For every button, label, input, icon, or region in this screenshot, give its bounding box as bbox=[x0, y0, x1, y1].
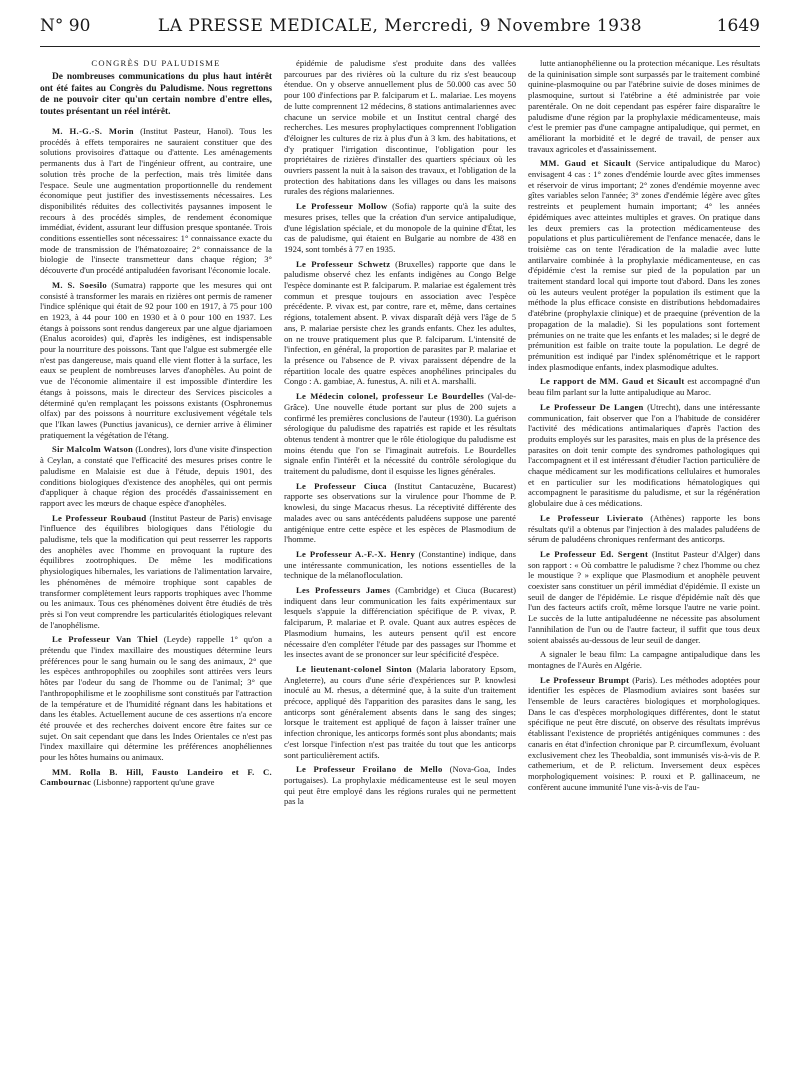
author-name: MM. Rolla B. Hill, Fausto Landeiro et F. C. Cambournac bbox=[40, 766, 272, 788]
author-name: Le Professeur Ciuca bbox=[296, 480, 387, 491]
page-header bbox=[40, 14, 760, 47]
article-paragraph bbox=[284, 664, 516, 760]
article-paragraph bbox=[284, 549, 516, 581]
paragraph-text: (Sofia) rapporte qu'à la suite des mesures prises, telles que la création d'un service antipaludique, d'une législation spéciale, et du monopole de la quinine d'État, les cas de paludisme, qui étaient en Bulgarie au nombre de 438 en 1924, sont tombés à 77 en 1935. bbox=[284, 201, 516, 254]
paragraph-text: A signaler le beau film: La campagne antipaludique dans les montagnes de l'Aurès en Algérie. bbox=[528, 649, 760, 670]
author-name: Le lieutenant-colonel Sinton bbox=[296, 663, 412, 674]
article-paragraph bbox=[40, 767, 272, 788]
author-name: Le Professeur De Langen bbox=[540, 401, 644, 412]
paragraph-text: (Institut Cantacuzène, Bucarest) rapporte ses observations sur la virulence pour l'homme de P. knowlesi, du singe Macacus rhesus. La réceptivité différente des malades avec ou sans antécédents paludéens suppose une parenté antigénique entre cette espèce et les espèces de Plasmodium de l'homme. bbox=[284, 480, 516, 545]
author-name: Le Professeur Schwetz bbox=[296, 258, 391, 269]
article-paragraph bbox=[528, 158, 760, 372]
paragraph-text: (Paris). Les méthodes adoptées pour identifier les espèces de Plasmodium aviaires sont basées sur l'ensemble de leurs caractères biologiques et morphologiques. Dans le cas d'espèces morphologiques différentes, dont le statut spécifique ne peut être discuté, on observe des résultats imprévus établissant l'existence de propriétés antigéniques communes : des canaris en état d'infection chronique par P. circumflexum, évoluant exclusivement chez les Theobaldia, sont immunisés vis-à-vis de P. cathemerium, et de P. relictum. Inversement deux espèces morphologiquement voisines: P. rouxi et P. gallinaceum, ne confèrent aucune immunité l'une vis-à-vis de l'au- bbox=[528, 674, 760, 792]
article-paragraph bbox=[284, 58, 516, 197]
article-paragraph bbox=[528, 675, 760, 793]
article-paragraph bbox=[40, 126, 272, 276]
article-paragraph bbox=[528, 58, 760, 154]
column-3 bbox=[528, 58, 760, 1068]
paragraph-text: (Athènes) rapporte les bons résultats qu'il a obtenus par l'injection à des malades paludéens de sérum de paludéens chroniques renfermant des anticorps. bbox=[528, 512, 760, 545]
author-name: Le Professeur Mollow bbox=[296, 201, 388, 212]
paragraph-text: (Londres), lors d'une visite d'inspection à Ceylan, a constaté que l'efficacité des mesures prises contre le paludisme en Malaisie est due à l'étude, depuis 1901, des conditions biologiques d'existence des anophèles, qui ont permis d'appliquer à chaque région des procédés d'assainissement en rapport avec les mœurs de chaque espèce d'anophèles. bbox=[40, 444, 272, 508]
paragraph-text: est accompagné d'un beau film parlant sur la lutte antipaludique au Maroc. bbox=[528, 376, 760, 398]
paragraph-text: (Utrecht), dans une intéressante communication, fait observer que l'on a l'habitude de considérer l'activité des médications antimalariques d'après l'action des produits employés sur les parasites, mais en plus de la présence des parasites on doit tenir compte des syndromes pathologiques qui l'accompagnent et il est intéressant d'étudier l'action particulière de chaque médicament sur les modifications cellulaires et humorales et en particulier sur les modifications hématologiques qui accompagnent le parasitisme du paludisme, et sur la régénération globulaire due à ces médications. bbox=[528, 401, 760, 509]
author-name: Le Professeur Livierato bbox=[540, 512, 644, 523]
issue-number: N° 90 bbox=[40, 16, 91, 36]
article-paragraph bbox=[40, 280, 272, 441]
article-paragraph bbox=[528, 376, 760, 397]
author-name: Sir Malcolm Watson bbox=[52, 444, 134, 455]
article-paragraph bbox=[528, 649, 760, 670]
author-name: Les Professeurs James bbox=[296, 585, 391, 596]
author-name: Le Professeur Froilano de Mello bbox=[296, 764, 443, 775]
article-paragraph bbox=[40, 634, 272, 762]
column-1 bbox=[40, 58, 272, 1068]
author-name: Le Professeur Ed. Sergent bbox=[540, 548, 649, 559]
article-paragraph bbox=[528, 513, 760, 545]
author-name: M. H.-G.-S. Morin bbox=[52, 126, 134, 136]
paragraph-text: (Cambridge) et Ciuca (Bucarest) indiquent dans leur communication les faits expérimentaux sur lesquels s'appuie la différenciation spécifique de P. vivax, P. falciparum, P. malariae et P. ovale. Quant aux autres espèces de Plasmodium humains, les auteurs pensent qu'il est encore nécessaire d'en compléter l'étude par des passages sur l'homme et les insectes avant de se prononcer sur leur spécificité d'espèce. bbox=[284, 585, 516, 660]
paragraph-text: épidémie de paludisme s'est produite dans des vallées parcourues par des rivières où la culture du riz s'est beaucoup étendue. On y observe annuellement plus de 50.000 cas avec 50 pour 100 d'infections par P. falciparum et L. malariae. Les moyens de lutte comprennent 12 médecins, 8 stations antimalariennes avec chacune un service mobile et un Institut central chargé des recherches. Les mesures prophylactiques comprennent l'obligation d'éloigner les cultures de riz à plus d'un à 3 km. des habitations, et d'y pratiquer l'irrigation discontinue, l'obligation pour les propriétaires de rizières d'installer des quartiers spéciaux où les ouvriers passent la nuit à la saison des travaux, et l'obligation de la protection des habitations dans les villages ou dans les maisons rurales des régions malariennes. bbox=[284, 58, 516, 197]
paragraph-text: (Val-de-Grâce). Une nouvelle étude portant sur plus de 200 sujets a confirmé les premières conclusions de l'auteur (1930). La guérison sérologique du paludisme des rapatriés est rapide et les résultats obtenus tendent à montrer que le rôle étiologique du paludisme est moins étendu que l'on se l'imaginait autrefois. Le Bourdelles signale enfin l'intérêt et la nécessité du contrôle sérologique du traitement du paludisme, dont il esquisse les lignes générales. bbox=[284, 391, 516, 477]
paragraph-text: (Bruxelles) rapporte que dans le paludisme observé chez les enfants indigènes au Congo Belge l'espèce dominante est P. falciparum. P. malariae est également très commun et presque toujours en association avec l'espèce précédente. P. vivax est, par contre, rare et, même, dans certaines régions, totalement absent. P. vivax disparaît déjà vers l'âge de 5 ans, P. malariae persiste chez les grands enfants. Chez les adultes, on ne trouve pratiquement plus que P. falciparum. L'intensité de l'infection, en général, la proportion de parasites par P. malariae et la présence ou l'absence de P. vivax paraissent dépendre de la répartition locale des quatre espèces anophélines principales du Congo : A. gambiae, A. funestus, A. nili et A. marshalli. bbox=[284, 258, 516, 387]
paragraph-text: (Service antipaludique du Maroc) envisagent 4 cas : 1° zones d'endémie lourde avec gîtes immenses et réservoir de virus important; 2° zones d'endémie moyenne avec gîtes variables selon l'année; 3° zones d'endémie légère avec gîtes restreints et peuplement humain important; 4° les années épidémiques avec atteintes multiples et graves. On pratique dans les deux premiers cas la protection médicamenteuse des populations et plus particulièrement de l'enfance menacée, dans le troisième cas on tente l'éradication de la maladie avec lutte antilarvaire combinée à la prophylaxie médicamenteuse, en cas d'épidémie c'est la remise sur pied de la population par un traitement standard local qui importe tout d'abord. Dans les zones où les auteurs veulent protéger la population ils estiment que la méthode la plus efficace consiste en distributions hebdomadaires d'atébrine (prophylaxie clinique) et de praequine (prévention de la propagation de la maladie). Si les populations sont fortement prémunies on ne traite que les enfants et les malades; si le degré de prémunition est faible on traite toute la population. Le degré de prémunition est indiqué par l'index splénométrique et le rapport index plasmodique enfants, index plasmodique adultes. bbox=[528, 158, 760, 372]
author-name: Le Médecin colonel, professeur Le Bourdelles bbox=[296, 391, 485, 402]
column-2 bbox=[284, 58, 516, 1068]
article-paragraph bbox=[284, 764, 516, 807]
paragraph-text: (Institut Pasteur d'Alger) dans son rapport : « Où combattre le paludisme ? chez l'homme ou chez le moustique ? » explique que Plasmodium et anophèle peuvent coexister sans constituer un péril immédiat d'épidémie. Il existe un seuil de danger de l'épidémie. Le risque d'épidémie naît dès que l'un des facteurs actifs croît, même lorsque l'autre ne varie point. Le succès de la lutte antipaludéenne ne nécessite pas absolument l'annihilation de l'un ou de l'autre facteur, il suffit que tous deux soient abaissés au-dessous de leur seuil de danger. bbox=[528, 548, 760, 645]
paragraph-text: (Institut Pasteur, Hanoï). Tous les procédés à effets temporaires ne sauraient constituer que des solutions provisoires d'attaque ou d'attente. Les aménagements permanents dus à l'art de l'ingénieur offrent, au contraire, une solution très proche de la perfection, mais très limitée dans l'espace. Seule une augmentation proportionnelle du rendement économique peut justifier des investissements nécessaires. Les disponibilités réduites des collectivités paysannes imposent le recours à des procédés simples, de rendement économique immédiat, évident, assurant leur diffusion presque spontanée. Trois conditions essentielles sont nécessaires: 1° connaissance exacte du mode de transmission de l'hématozoaire; 2° connaissance de la biologie de l'insecte transmetteur dans chaque région; 3° découverte d'un procédé antipaludéen favorisant l'économie locale. bbox=[40, 126, 272, 276]
author-name: Le Professeur Van Thiel bbox=[52, 634, 158, 645]
article-paragraph bbox=[40, 444, 272, 508]
page-number: 1649 bbox=[716, 16, 760, 36]
article-paragraph bbox=[528, 549, 760, 645]
author-name: Le Professeur A.-F.-X. Henry bbox=[296, 548, 416, 559]
paragraph-text: (Nova-Goa, Indes portugaises). La prophylaxie médicamenteuse est le seul moyen qui peut être employé dans les régions rurales qui ne permettent pas la bbox=[284, 764, 516, 807]
paragraph-text: (Constantine) indique, dans une intéressante communication, les notions essentielles de la technique de la mélanofloculation. bbox=[284, 548, 516, 581]
paragraph-text: (Institut Pasteur de Paris) envisage l'influence des équilibres biologiques dans l'étiologie du paludisme, tels que la modification qui peut resserrer les rapports des anophèles avec l'homme en provoquant la rupture des équilibres zootrophiques. De même les modifications physiologiques hibernales, les variations de l'alimentation larvaire, les phénomènes de mémoire trophique sont capables de transformer complètement leurs rapports trophiques avec l'homme ou les animaux. Tous ces phénomènes doivent être étudiés de très près si l'on veut comprendre les particularités étiologiques relevant de l'anophélisme. bbox=[40, 512, 272, 630]
author-name: Le Professeur Brumpt bbox=[540, 674, 630, 685]
article-paragraph bbox=[528, 402, 760, 509]
article-paragraph bbox=[284, 201, 516, 255]
journal-title: LA PRESSE MEDICALE, Mercredi, 9 Novembre 1938 bbox=[157, 16, 643, 36]
section-title: CONGRÈS DU PALUDISME bbox=[91, 58, 221, 68]
intro-paragraph: De nombreuses communications du plus haut intérêt ont été faites au Congrès du Paludisme. Nous regrettons de ne pouvoir citer qu'un certain nombre d'entre elles, toutes présentant un réel intérêt. bbox=[40, 72, 272, 117]
author-name: Le rapport de MM. Gaud et Sicault bbox=[540, 376, 685, 387]
author-name: M. S. Soesilo bbox=[52, 279, 107, 290]
article-paragraph bbox=[284, 585, 516, 660]
paragraph-text: (Sumatra) rapporte que les mesures qui ont consisté à transformer les marais en rizières ont permis de ramener l'indice splénique qui était de 92 pour 100 en 1917, à 75 pour 100 en 1923, à 44 pour 100 en 1930 et à 0 pour 100 en 1937. Les étangs à poissons sont rendus dangereux par une algue djariamoen (Enalus acoroides) qui, d'après les indigènes, est indispensable pour la nourriture des poissons. Tant que l'algue est submergée elle n'est pas dangereuse, mais quand elle vient flotter à la surface, les eaux se peuplent de nombreuses larves d'anophèles. Au point de vue de l'économie alimentaire il est impossible d'interdire les étangs à poissons, mais le directeur des Services piscicoles a déterminé qu'en remplaçant les poissons existants (Osphronemus olfax) par des poissons à nourriture exclusivement végétale tels que l'Ikan lawes (Punctius javanicus), ce dernier arrive à éliminer pratiquement la végétation de l'étang. bbox=[40, 279, 272, 440]
author-name: Le Professeur Roubaud bbox=[52, 512, 147, 523]
paragraph-text: (Leyde) rappelle 1° qu'on a prétendu que l'index maxillaire des moustiques détermine leurs préférences pour le sang humain ou le sang des animaux, 2° que les espèces anthropophiles ou zoophiles sont attirées vers leurs hôtes par l'odeur du sang de l'homme ou de l'animal; 3° que l'anthropophilisme et le zoophilisme sont constitués par l'attraction de la température et de l'humidité régnant dans les habitations et dans les étables. Actuellement aucune de ces assertions n'a encore été prouvée et des recherches doivent encore être faites sur ce sujet. On sait cependant que dans les Indes Orientales ce n'est pas l'index maxillaire qui détermine les préférences anophéliennes pour les hôtes humains ou animaux. bbox=[40, 634, 272, 763]
article-paragraph bbox=[284, 481, 516, 545]
article-paragraph bbox=[40, 513, 272, 631]
paragraph-text: lutte antianophélienne ou la protection mécanique. Les résultats de la quininisation simple sont surpassés par le traitement combiné quinine-plasmoquine ou par l'atébrine suivie de doses minimes de plasmoquine, surtout si l'atébrine a été administrée par voie parentérale. On ne doit cependant pas espérer faire disparaître le paludisme d'une région par la prophylaxie médicamenteuse, mais c'est le premier pas d'une campagne antipaludique, qui permet, en améliorant la morbidité et le degré de travail, de penser aux travaux agricoles et d'assainissement. bbox=[528, 58, 760, 154]
author-name: MM. Gaud et Sicault bbox=[540, 158, 632, 169]
paragraph-text: (Malaria laboratory Epsom, Angleterre), au cours d'une série d'expériences sur P. knowlesi inoculé au M. rhesus, a déterminé que, à la suite d'un traitement précoce, appliqué dès l'apparition des parasites dans le sang, les anticorps sont généralement absents dans le sang des singes; lorsque le traitement est appliqué de façon à laisser traîner une infection chronique, les anticorps formés sont plus abondants; mais c'est lorsque l'infection n'est pas traitée du tout que les anticorps sont particulièrement actifs. bbox=[284, 663, 516, 760]
article-paragraph bbox=[284, 259, 516, 387]
paragraph-text: (Lisbonne) rapportent qu'une grave bbox=[91, 777, 215, 788]
article-paragraph bbox=[284, 391, 516, 477]
